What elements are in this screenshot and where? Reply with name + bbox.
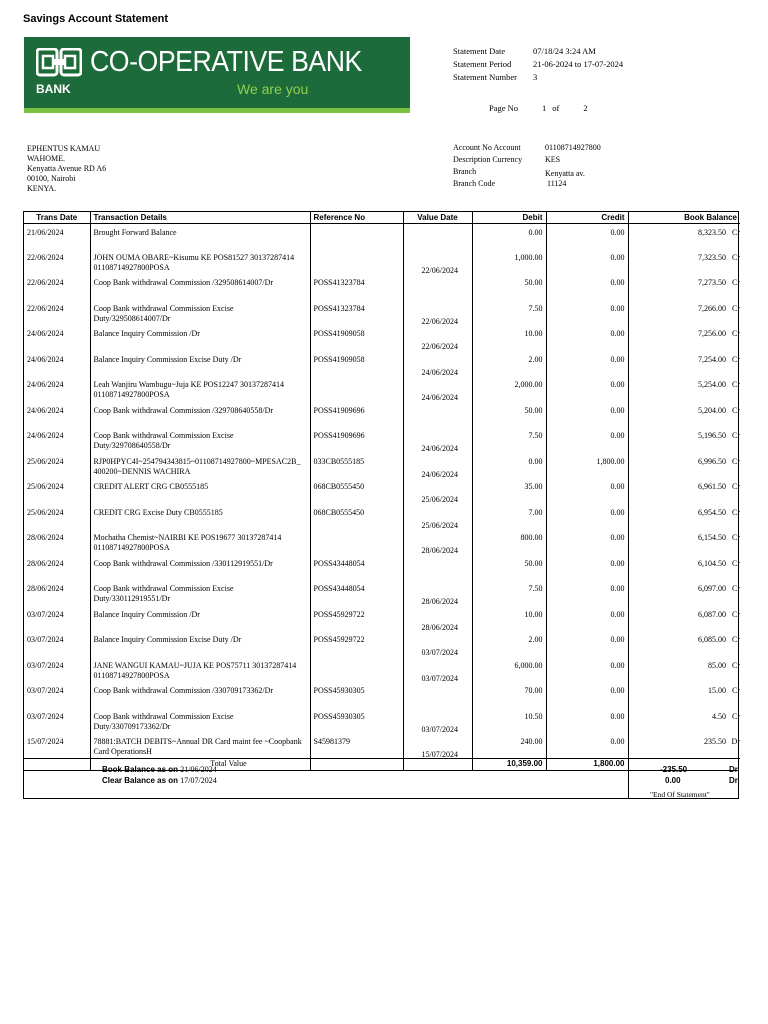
book-balance: 6,104.50 (698, 558, 726, 568)
transaction-details: Balance Inquiry Commission Excise Duty /Dr (90, 351, 310, 377)
table-body (24, 223, 740, 759)
balance-cell (628, 606, 740, 632)
transactions-table (23, 211, 739, 771)
reference-no: POSS43448054 (310, 580, 403, 606)
value-date-cell (403, 300, 472, 326)
debit-amount: 7.50 (472, 427, 546, 453)
credit-amount: 0.00 (546, 631, 628, 657)
value-date: 28/06/2024 (421, 597, 458, 606)
book-balance-date: 21/06/2024 (180, 765, 217, 774)
value-date: 22/06/2024 (421, 265, 458, 275)
credit-amount: 0.00 (546, 504, 628, 530)
book-balance: 7,323.50 (698, 252, 726, 262)
transaction-details: Brought Forward Balance (90, 223, 310, 249)
table-row (24, 580, 740, 606)
debit-amount: 0.00 (472, 223, 546, 249)
column-header: Value Date (403, 212, 472, 223)
total-credit: 1,800.00 (546, 759, 628, 770)
reference-no: POSS41909696 (310, 402, 403, 428)
table-row (24, 376, 740, 402)
account-value: 11124 (547, 179, 567, 188)
value-date: 24/06/2024 (421, 469, 458, 479)
account-row (453, 179, 601, 191)
page-number (489, 103, 588, 113)
balance-cell (628, 376, 740, 402)
address-line: Kenyatta Avenue RD A6 (27, 164, 107, 173)
table-row (24, 606, 740, 632)
table-row (24, 478, 740, 504)
table-row (24, 657, 740, 683)
dr-cr-indicator: Cr (732, 686, 740, 695)
account-row (453, 167, 601, 179)
balance-cell (628, 402, 740, 428)
logo-tagline: We are you (237, 81, 309, 97)
transaction-details: Coop Bank withdrawal Commission Excise Duty/330709173362/Dr (90, 708, 310, 734)
debit-amount: 7.50 (472, 300, 546, 326)
reference-no (310, 249, 403, 275)
clear-balance-date: 17/07/2024 (180, 776, 217, 785)
transaction-details: JANE WANGUI KAMAU~JUJA KE POS75711 30137287414 01108714927800POSA (90, 657, 310, 683)
credit-amount: 0.00 (546, 351, 628, 377)
value-date: 28/06/2024 (421, 546, 458, 555)
dr-cr-indicator: Cr (732, 252, 740, 262)
meta-label: Statement Number (453, 72, 517, 82)
trans-date: 03/07/2024 (24, 682, 90, 708)
column-header: Debit (472, 212, 546, 223)
value-date-cell (403, 606, 472, 632)
total-debit: 10,359.00 (472, 759, 546, 770)
credit-amount: 0.00 (546, 529, 628, 555)
value-date: 24/06/2024 (421, 393, 458, 402)
balance-summary (23, 764, 739, 799)
address-line: 00100, Nairobi (27, 174, 76, 183)
value-date: 24/06/2024 (421, 444, 458, 453)
dr-cr-indicator: Cr (732, 507, 740, 517)
debit-amount: 50.00 (472, 402, 546, 428)
book-balance-label: Book Balance as on (102, 765, 179, 774)
debit-amount: 7.00 (472, 504, 546, 530)
book-balance-value: -235.50 (660, 765, 688, 774)
reference-no: S45981379 (310, 733, 403, 759)
transaction-details: JOHN OUMA OBARE~Kisumu KE POS81527 30137287414 01108714927800POSA (90, 249, 310, 275)
table-row (24, 555, 740, 581)
page-of: of (552, 103, 560, 113)
reference-no (310, 223, 403, 249)
address-line: EPHENTUS KAMAU (27, 144, 101, 153)
meta-label: Statement Date (453, 46, 506, 56)
debit-amount: 10.50 (472, 708, 546, 734)
book-balance: 235.50 (704, 737, 726, 746)
trans-date: 03/07/2024 (24, 708, 90, 734)
balance-cell (628, 657, 740, 683)
trans-date: 24/06/2024 (24, 351, 90, 377)
dr-cr-indicator: Cr (732, 482, 740, 491)
credit-amount: 0.00 (546, 708, 628, 734)
meta-value: 21-06-2024 to 17-07-2024 (533, 59, 624, 69)
page-total: 2 (583, 103, 588, 113)
balance-cell (628, 427, 740, 453)
meta-label: Statement Period (453, 59, 512, 69)
value-date-cell (403, 325, 472, 351)
table-row (24, 631, 740, 657)
book-balance: 6,954.50 (698, 507, 726, 517)
transaction-details: 78881:BATCH DEBITS~Annual DR Card maint fee ~Coopbank Card OperationsH (90, 733, 310, 759)
account-label: Branch Code (453, 179, 495, 188)
value-date: 03/07/2024 (421, 724, 458, 734)
value-date: 24/06/2024 (421, 367, 458, 377)
trans-date: 22/06/2024 (24, 274, 90, 300)
trans-date: 22/06/2024 (24, 249, 90, 275)
book-balance: 5,204.00 (698, 405, 726, 415)
value-date: 25/06/2024 (421, 495, 458, 504)
debit-amount: 10.00 (472, 325, 546, 351)
book-balance: 8,323.50 (698, 227, 726, 237)
trans-date: 21/06/2024 (24, 223, 90, 249)
address-line: WAHOME. (27, 154, 65, 163)
dr-cr-indicator: Cr (732, 405, 740, 415)
book-balance: 7,254.00 (698, 354, 726, 364)
book-balance: 85.00 (708, 660, 726, 670)
end-of-statement: "End Of Statement" (650, 790, 710, 799)
logo-bank-name: CO-OPERATIVE BANK (90, 46, 362, 78)
transaction-details: Balance Inquiry Commission /Dr (90, 325, 310, 351)
dr-cr-indicator: Cr (732, 431, 740, 440)
book-balance: 4.50 (712, 711, 726, 721)
transaction-details: Mochatha Chemist~NAIRBI KE POS19677 30137287414 01108714927800POSA (90, 529, 310, 555)
account-value: 01108714927800 (545, 143, 601, 152)
meta-row (453, 46, 623, 59)
table-row (24, 682, 740, 708)
logo-bank-word: BANK (36, 82, 71, 96)
table-row (24, 402, 740, 428)
column-header: Reference No (310, 212, 403, 223)
balance-cell (628, 733, 740, 759)
transaction-details: CREDIT CRG Excise Duty CB0555185 (90, 504, 310, 530)
value-date: 22/06/2024 (421, 316, 458, 326)
trans-date: 03/07/2024 (24, 606, 90, 632)
balance-cell (628, 529, 740, 555)
book-balance: 15.00 (708, 686, 726, 695)
transaction-details: RJP0HPYC4I~254794343815~01108714927800~MPESAC2B_ 400200~DENNIS WACHIRA (90, 453, 310, 479)
credit-amount: 0.00 (546, 376, 628, 402)
value-date-cell (403, 351, 472, 377)
table-header-row (24, 212, 740, 223)
credit-amount: 0.00 (546, 249, 628, 275)
value-date-cell (403, 504, 472, 530)
transaction-details: CREDIT ALERT CRG CB0555185 (90, 478, 310, 504)
debit-amount: 6,000.00 (472, 657, 546, 683)
debit-amount: 800.00 (472, 529, 546, 555)
reference-no: POSS45929722 (310, 631, 403, 657)
trans-date: 24/06/2024 (24, 427, 90, 453)
account-info (453, 143, 601, 191)
table-row (24, 708, 740, 734)
table-row (24, 249, 740, 275)
value-date: 15/07/2024 (421, 750, 458, 759)
dr-cr-indicator: Cr (732, 329, 740, 338)
credit-amount: 0.00 (546, 733, 628, 759)
book-balance: 7,256.00 (698, 329, 726, 338)
dr-cr-indicator: Cr (732, 660, 740, 670)
transaction-details: Coop Bank withdrawal Commission /329508614007/Dr (90, 274, 310, 300)
debit-amount: 240.00 (472, 733, 546, 759)
page-current: 1 (542, 103, 547, 113)
balance-cell (628, 504, 740, 530)
table-row (24, 325, 740, 351)
reference-no (310, 376, 403, 402)
account-label: Account No Account (453, 143, 521, 152)
account-label: Branch (453, 167, 477, 176)
transaction-details: Coop Bank withdrawal Commission /330709173362/Dr (90, 682, 310, 708)
book-balance: 6,154.50 (698, 533, 726, 542)
customer-address (27, 144, 106, 194)
column-header: Credit (546, 212, 628, 223)
book-balance: 6,087.00 (698, 609, 726, 619)
clear-balance-label: Clear Balance as on (102, 776, 179, 785)
balance-cell (628, 325, 740, 351)
transaction-details: Coop Bank withdrawal Commission Excise Duty/329708640558/Dr (90, 427, 310, 453)
debit-amount: 1,000.00 (472, 249, 546, 275)
credit-amount: 1,800.00 (546, 453, 628, 479)
reference-no: POSS45929722 (310, 606, 403, 632)
reference-no (310, 529, 403, 555)
credit-amount: 0.00 (546, 555, 628, 581)
book-balance: 6,961.50 (698, 482, 726, 491)
value-date-cell (403, 478, 472, 504)
account-value: KES (545, 155, 561, 164)
reference-no: POSS41323784 (310, 274, 403, 300)
value-date: 25/06/2024 (421, 520, 458, 530)
debit-amount: 2,000.00 (472, 376, 546, 402)
table-row (24, 427, 740, 453)
total-label: Total Value (90, 759, 310, 770)
credit-amount: 0.00 (546, 580, 628, 606)
debit-amount: 2.00 (472, 351, 546, 377)
value-date-cell (403, 657, 472, 683)
debit-amount: 2.00 (472, 631, 546, 657)
debit-amount: 7.50 (472, 580, 546, 606)
credit-amount: 0.00 (546, 606, 628, 632)
balance-cell (628, 274, 740, 300)
table-row (24, 300, 740, 326)
dr-cr-indicator: Dr (731, 737, 740, 746)
book-balance: 6,085.00 (698, 635, 726, 644)
dr-cr-indicator: Cr (732, 303, 740, 313)
value-date-cell (403, 580, 472, 606)
trans-date: 28/06/2024 (24, 580, 90, 606)
dr-cr-indicator: Cr (732, 711, 740, 721)
account-row (453, 155, 601, 167)
value-date-cell (403, 376, 472, 402)
dr-cr-indicator: Cr (732, 609, 740, 619)
reference-no: POSS41323784 (310, 300, 403, 326)
bank-logo (24, 37, 410, 113)
trans-date: 15/07/2024 (24, 733, 90, 759)
address-line: KENYA. (27, 184, 57, 193)
transaction-details: Balance Inquiry Commission Excise Duty /Dr (90, 631, 310, 657)
debit-amount: 50.00 (472, 274, 546, 300)
balance-cell (628, 249, 740, 275)
reference-no: 033CB0555185 (310, 453, 403, 479)
value-date-cell (403, 453, 472, 479)
dr-cr-indicator: Cr (732, 227, 740, 237)
document-title: Savings Account Statement (23, 13, 169, 25)
meta-row (453, 59, 623, 72)
balance-cell (628, 478, 740, 504)
dr-cr-indicator: Cr (732, 278, 740, 287)
dr-cr-indicator: Cr (732, 558, 740, 568)
table-row (24, 351, 740, 377)
statement-meta (453, 46, 623, 85)
balance-cell (628, 351, 740, 377)
transaction-details: Balance Inquiry Commission /Dr (90, 606, 310, 632)
book-balance: 5,254.00 (698, 380, 726, 389)
value-date-cell (403, 555, 472, 581)
column-header: Transaction Details (90, 212, 310, 223)
table-row (24, 223, 740, 249)
credit-amount: 0.00 (546, 682, 628, 708)
dr-cr-indicator: Cr (732, 635, 740, 644)
credit-amount: 0.00 (546, 657, 628, 683)
debit-amount: 35.00 (472, 478, 546, 504)
dr-cr-indicator: Cr (732, 354, 740, 364)
book-balance: 6,097.00 (698, 584, 726, 593)
reference-no: 068CB0555450 (310, 478, 403, 504)
book-balance: 5,196.50 (698, 431, 726, 440)
value-date-cell (403, 274, 472, 300)
column-header: Book Balance (628, 212, 740, 223)
transaction-details: Coop Bank withdrawal Commission Excise Duty/329508614007/Dr (90, 300, 310, 326)
debit-amount: 70.00 (472, 682, 546, 708)
value-date-cell (403, 427, 472, 453)
transaction-details: Leah Wanjiru Wambugu~Juja KE POS12247 30137287414 01108714927800POSA (90, 376, 310, 402)
balance-cell (628, 223, 740, 249)
credit-amount: 0.00 (546, 427, 628, 453)
dr-cr-indicator: Cr (732, 456, 740, 466)
reference-no: POSS41909058 (310, 325, 403, 351)
value-date: 28/06/2024 (421, 622, 458, 632)
balance-cell (628, 300, 740, 326)
reference-no: POSS41909058 (310, 351, 403, 377)
debit-amount: 50.00 (472, 555, 546, 581)
account-row (453, 143, 601, 155)
value-date-cell (403, 733, 472, 759)
trans-date: 24/06/2024 (24, 402, 90, 428)
reference-no: POSS41909696 (310, 427, 403, 453)
value-date: 03/07/2024 (421, 648, 458, 657)
value-date-cell (403, 708, 472, 734)
value-date-cell (403, 223, 472, 249)
book-balance: 7,273.50 (698, 278, 726, 287)
transaction-details: Coop Bank withdrawal Commission /329708640558/Dr (90, 402, 310, 428)
credit-amount: 0.00 (546, 223, 628, 249)
balance-cell (628, 631, 740, 657)
reference-no: POSS43448054 (310, 555, 403, 581)
clear-balance-value: 0.00 (665, 776, 681, 785)
reference-no: 068CB0555450 (310, 504, 403, 530)
credit-amount: 0.00 (546, 478, 628, 504)
table-row (24, 733, 740, 759)
account-label: Description Currency (453, 155, 523, 164)
value-date-cell (403, 682, 472, 708)
table-row (24, 504, 740, 530)
value-date: 03/07/2024 (421, 673, 458, 683)
trans-date: 24/06/2024 (24, 325, 90, 351)
bank-emblem-icon (36, 48, 82, 82)
trans-date: 03/07/2024 (24, 631, 90, 657)
meta-value: 07/18/24 3:24 AM (533, 46, 596, 56)
table-row (24, 453, 740, 479)
book-balance: 7,266.00 (698, 303, 726, 313)
balance-cell (628, 555, 740, 581)
trans-date: 22/06/2024 (24, 300, 90, 326)
clear-balance-line (102, 776, 217, 785)
table-row (24, 274, 740, 300)
page-label: Page No (489, 103, 519, 113)
dr-cr-indicator: Cr (732, 380, 740, 389)
meta-row (453, 72, 623, 85)
transaction-details: Coop Bank withdrawal Commission /330112919551/Dr (90, 555, 310, 581)
trans-date: 24/06/2024 (24, 376, 90, 402)
trans-date: 28/06/2024 (24, 555, 90, 581)
value-date-cell (403, 631, 472, 657)
debit-amount: 0.00 (472, 453, 546, 479)
balance-cell (628, 453, 740, 479)
value-date-cell (403, 249, 472, 275)
trans-date: 25/06/2024 (24, 504, 90, 530)
reference-no: POSS45930305 (310, 682, 403, 708)
table-row (24, 529, 740, 555)
trans-date: 25/06/2024 (24, 478, 90, 504)
balance-cell (628, 580, 740, 606)
meta-value: 3 (533, 72, 538, 82)
column-header: Trans Date (24, 212, 90, 223)
trans-date: 28/06/2024 (24, 529, 90, 555)
reference-no (310, 657, 403, 683)
balance-cell (628, 708, 740, 734)
transaction-details: Coop Bank withdrawal Commission Excise Duty/330112919551/Dr (90, 580, 310, 606)
book-balance: 6,996.50 (698, 456, 726, 466)
dr-cr-indicator: Cr (732, 584, 740, 593)
value-date-cell (403, 529, 472, 555)
value-date-cell (403, 402, 472, 428)
account-value: Kenyatta av. (545, 169, 585, 178)
trans-date: 25/06/2024 (24, 453, 90, 479)
credit-amount: 0.00 (546, 274, 628, 300)
trans-date: 03/07/2024 (24, 657, 90, 683)
dr-cr-indicator: Cr (732, 533, 740, 542)
debit-amount: 10.00 (472, 606, 546, 632)
balance-cell (628, 682, 740, 708)
clear-balance-drcr: Dr (729, 776, 738, 785)
value-date: 22/06/2024 (421, 342, 458, 351)
book-balance-drcr: Dr (729, 765, 738, 774)
credit-amount: 0.00 (546, 402, 628, 428)
credit-amount: 0.00 (546, 325, 628, 351)
book-balance-line (102, 765, 217, 774)
reference-no: POSS45930305 (310, 708, 403, 734)
credit-amount: 0.00 (546, 300, 628, 326)
